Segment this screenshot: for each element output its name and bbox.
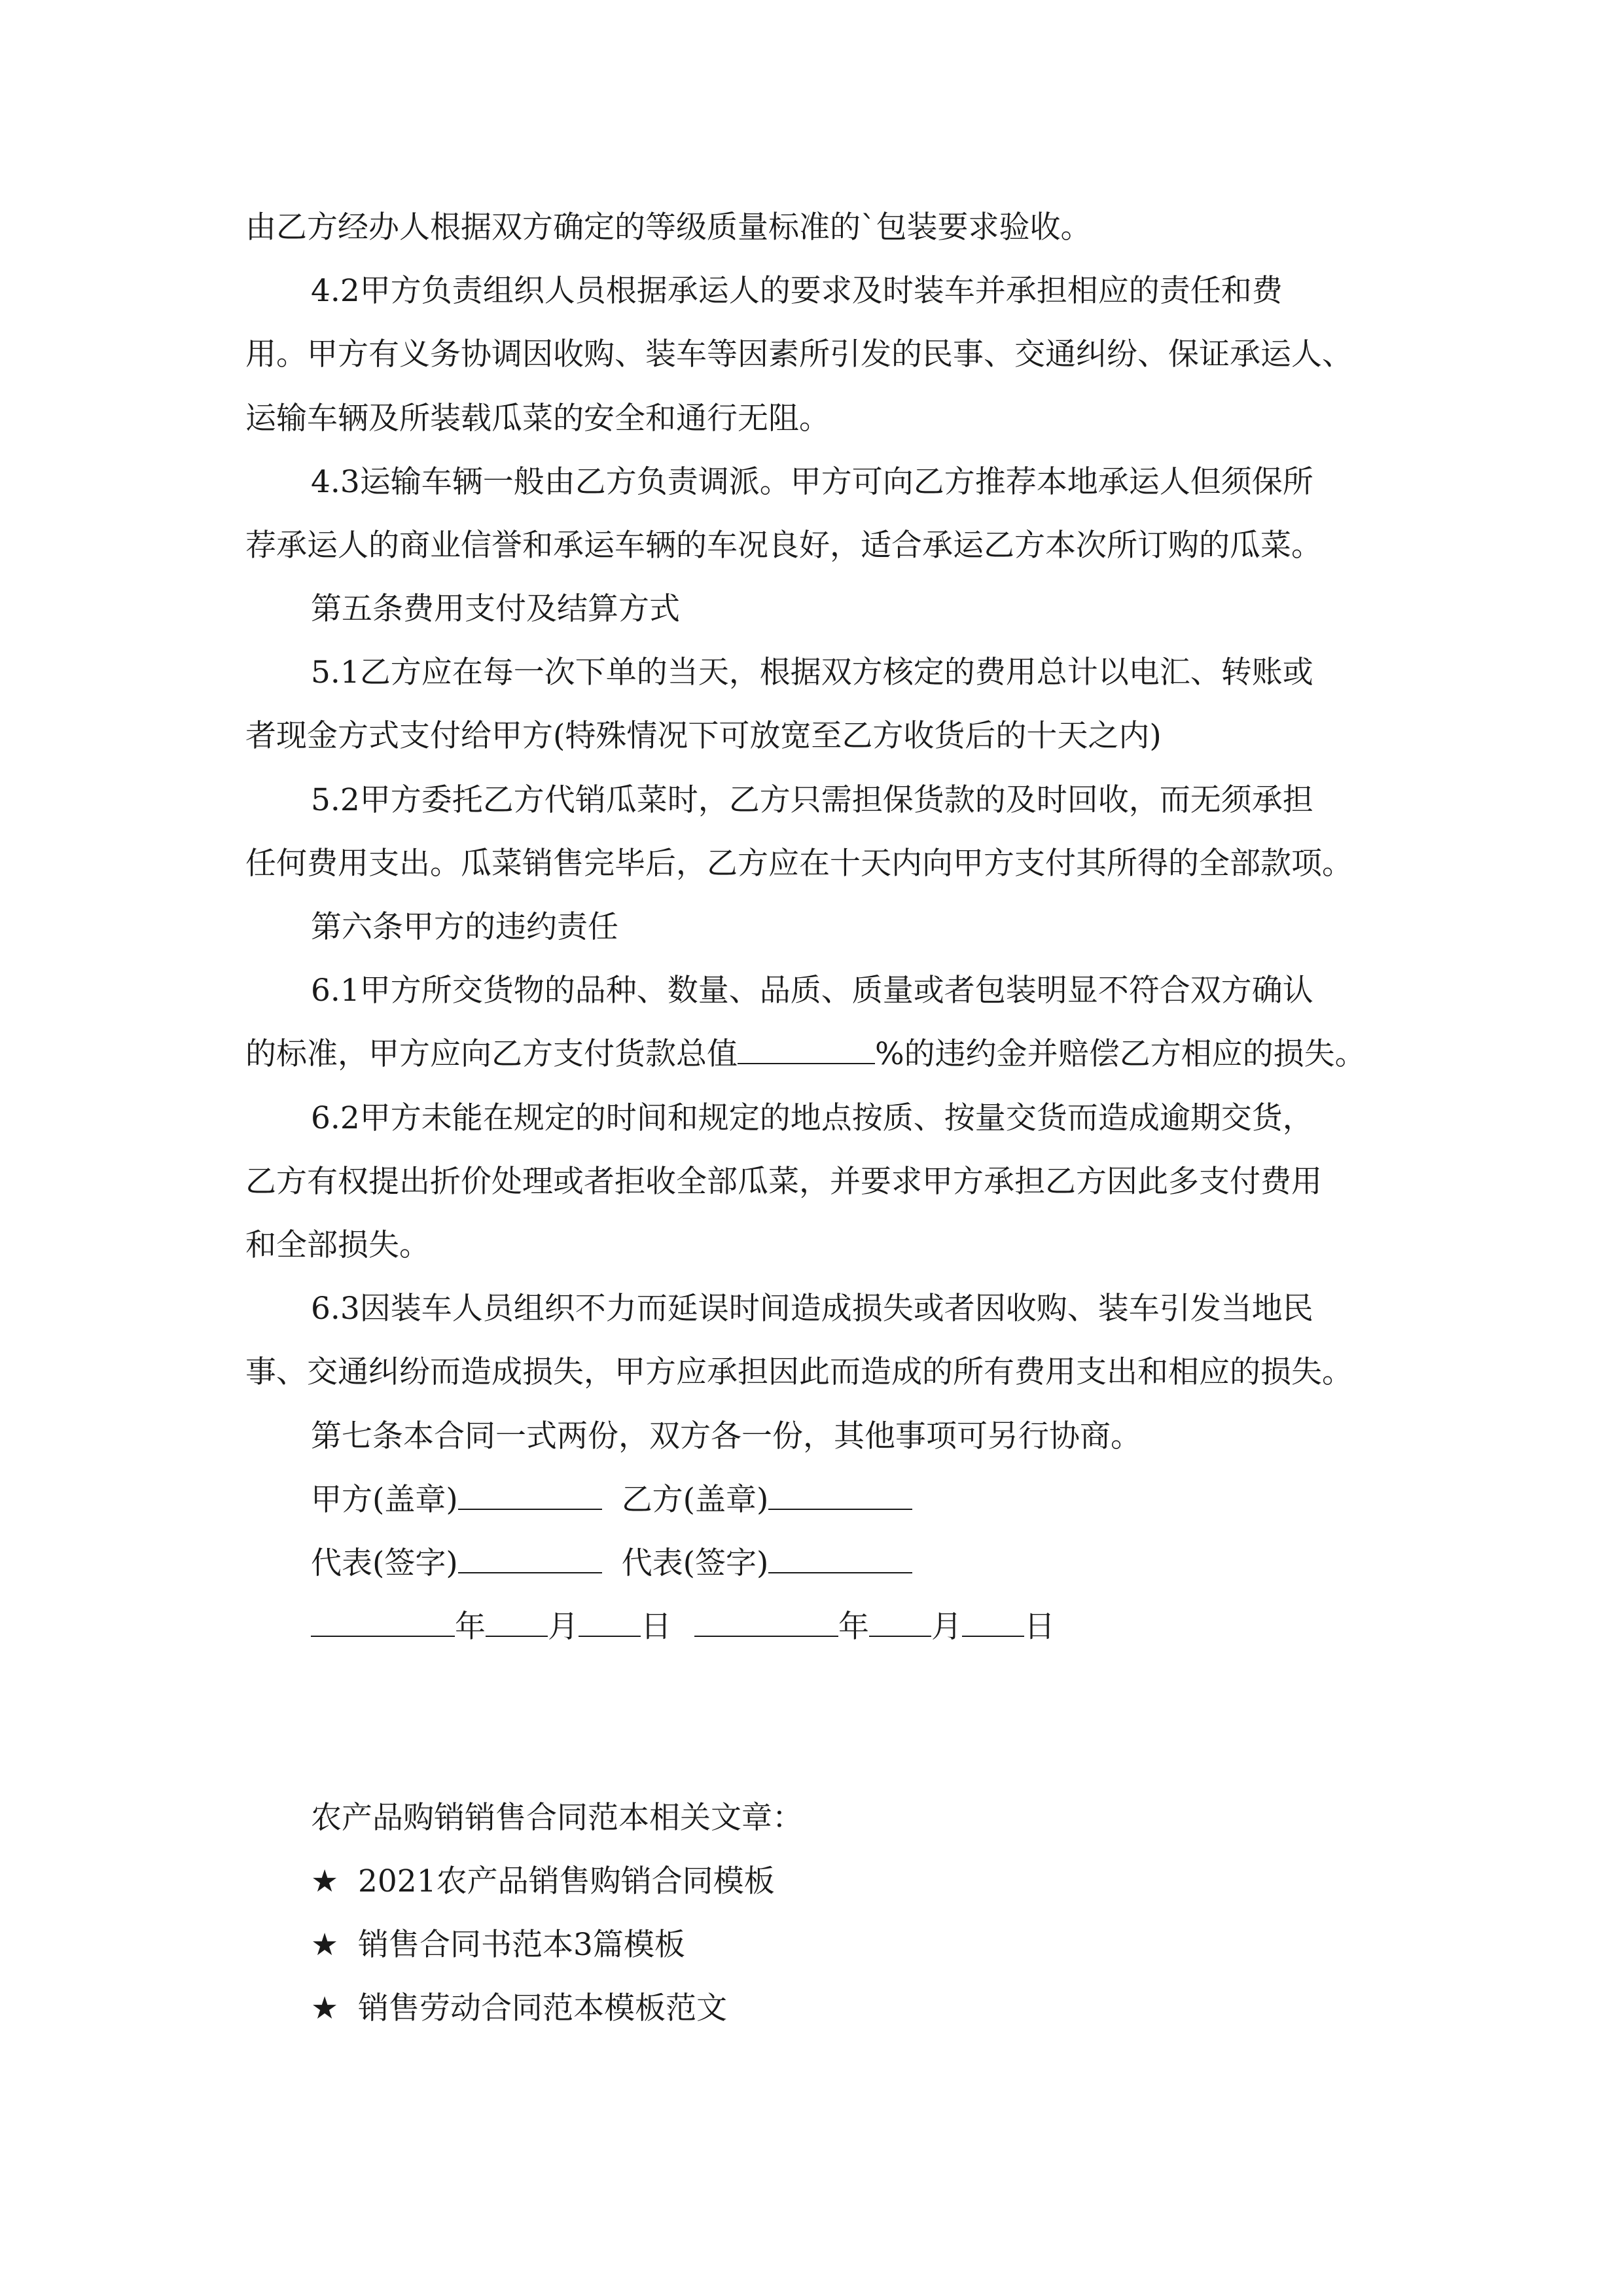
- date-b-month-blank[interactable]: [869, 1609, 931, 1637]
- clause-5-2-line-1: 5.2甲方委托乙方代销瓜菜时，乙方只需担保货款的及时回收，而无须承担: [311, 782, 1313, 818]
- related-article-link[interactable]: [311, 1862, 775, 1901]
- date-a-month-blank[interactable]: [486, 1609, 548, 1637]
- representative-b-label: 代表(签字): [621, 1545, 769, 1581]
- date-a-month-label: 月: [548, 1609, 579, 1645]
- clause-6-2-line-3: 和全部损失。: [245, 1227, 430, 1263]
- related-article-link[interactable]: [311, 1989, 727, 2028]
- party-b-seal-blank[interactable]: [768, 1482, 912, 1510]
- date-row: [311, 1607, 1055, 1647]
- clause-4-3-line-1: 4.3运输车辆一般由乙方负责调派。甲方可向乙方推荐本地承运人但须保所: [311, 464, 1313, 500]
- clause-6-3-line-1: 6.3因装车人员组织不力而延误时间造成损失或者因收购、装车引发当地民: [311, 1291, 1313, 1327]
- clause-6-1-line-2: [245, 1035, 1366, 1074]
- article-7: 第七条本合同一式两份，双方各一份，其他事项可另行协商。: [311, 1418, 1141, 1454]
- related-article-link[interactable]: [311, 1926, 685, 1965]
- clause-6-1-text-b: %的违约金并赔偿乙方相应的损失。: [875, 1036, 1366, 1072]
- clause-5-2-line-2: 任何费用支出。瓜菜销售完毕后，乙方应在十天内向甲方支付其所得的全部款项。: [245, 846, 1353, 882]
- clause-4-2-line-1: 4.2甲方负责组织人员根据承运人的要求及时装车并承担相应的责任和费: [311, 273, 1283, 309]
- date-b-year-label: 年: [838, 1609, 869, 1645]
- clause-5-1-line-1: 5.1乙方应在每一次下单的当天，根据双方核定的费用总计以电汇、转账或: [311, 655, 1313, 691]
- star-icon: ★: [311, 1990, 339, 2026]
- clause-4-3-line-2: 荐承运人的商业信誉和承运车辆的车况良好，适合承运乙方本次所订购的瓜菜。: [245, 528, 1322, 564]
- date-a-year-blank[interactable]: [311, 1609, 455, 1637]
- article-5-title: 第五条费用支付及结算方式: [311, 591, 680, 627]
- related-articles-heading: 农产品购销销售合同范本相关文章：: [311, 1800, 803, 1836]
- clause-5-1-line-2: 者现金方式支付给甲方(特殊情况下可放宽至乙方收货后的十天之内): [245, 718, 1162, 754]
- clause-6-1-text-a: 的标准，甲方应向乙方支付货款总值: [245, 1036, 738, 1072]
- clause-6-2-line-1: 6.2甲方未能在规定的时间和规定的地点按质、按量交货而造成逾期交货，: [311, 1100, 1313, 1136]
- date-b-day-label: 日: [1024, 1609, 1055, 1645]
- date-a-day-label: 日: [641, 1609, 671, 1645]
- clause-4-2-line-3: 运输车辆及所装载瓜菜的安全和通行无阻。: [245, 401, 830, 437]
- date-a-year-label: 年: [455, 1609, 486, 1645]
- date-b-month-label: 月: [931, 1609, 962, 1645]
- penalty-percent-blank[interactable]: [738, 1037, 875, 1064]
- clause-6-3-line-2: 事、交通纠纷而造成损失，甲方应承担因此而造成的所有费用支出和相应的损失。: [245, 1354, 1353, 1390]
- representative-row: [311, 1544, 912, 1583]
- star-icon: ★: [311, 1927, 339, 1963]
- date-a-day-blank[interactable]: [579, 1609, 641, 1637]
- clause-4-2-line-2: 用。甲方有义务协调因收购、装车等因素所引发的民事、交通纠纷、保证承运人、: [245, 336, 1353, 372]
- clause-4-1-continuation: 由乙方经办人根据双方确定的等级质量标准的`包装要求验收。: [245, 209, 1092, 245]
- related-article-title[interactable]: 销售劳动合同范本模板范文: [358, 1990, 727, 2026]
- representative-a-label: 代表(签字): [311, 1545, 458, 1581]
- clause-6-1-line-1: 6.1甲方所交货物的品种、数量、品质、质量或者包装明显不符合双方确认: [311, 973, 1313, 1009]
- article-6-title: 第六条甲方的违约责任: [311, 909, 618, 945]
- party-a-seal-label: 甲方(盖章): [311, 1482, 458, 1518]
- party-a-seal-blank[interactable]: [458, 1482, 602, 1510]
- date-b-day-blank[interactable]: [962, 1609, 1024, 1637]
- representative-b-blank[interactable]: [768, 1546, 912, 1573]
- clause-6-2-line-2: 乙方有权提出折价处理或者拒收全部瓜菜，并要求甲方承担乙方因此多支付费用: [245, 1164, 1322, 1200]
- date-b-year-blank[interactable]: [694, 1609, 838, 1637]
- star-icon: ★: [311, 1863, 339, 1899]
- seal-row: [311, 1480, 912, 1520]
- party-b-seal-label: 乙方(盖章): [621, 1482, 769, 1518]
- representative-a-blank[interactable]: [458, 1546, 602, 1573]
- related-article-title[interactable]: 2021农产品销售购销合同模板: [358, 1863, 775, 1899]
- related-article-title[interactable]: 销售合同书范本3篇模板: [358, 1927, 685, 1963]
